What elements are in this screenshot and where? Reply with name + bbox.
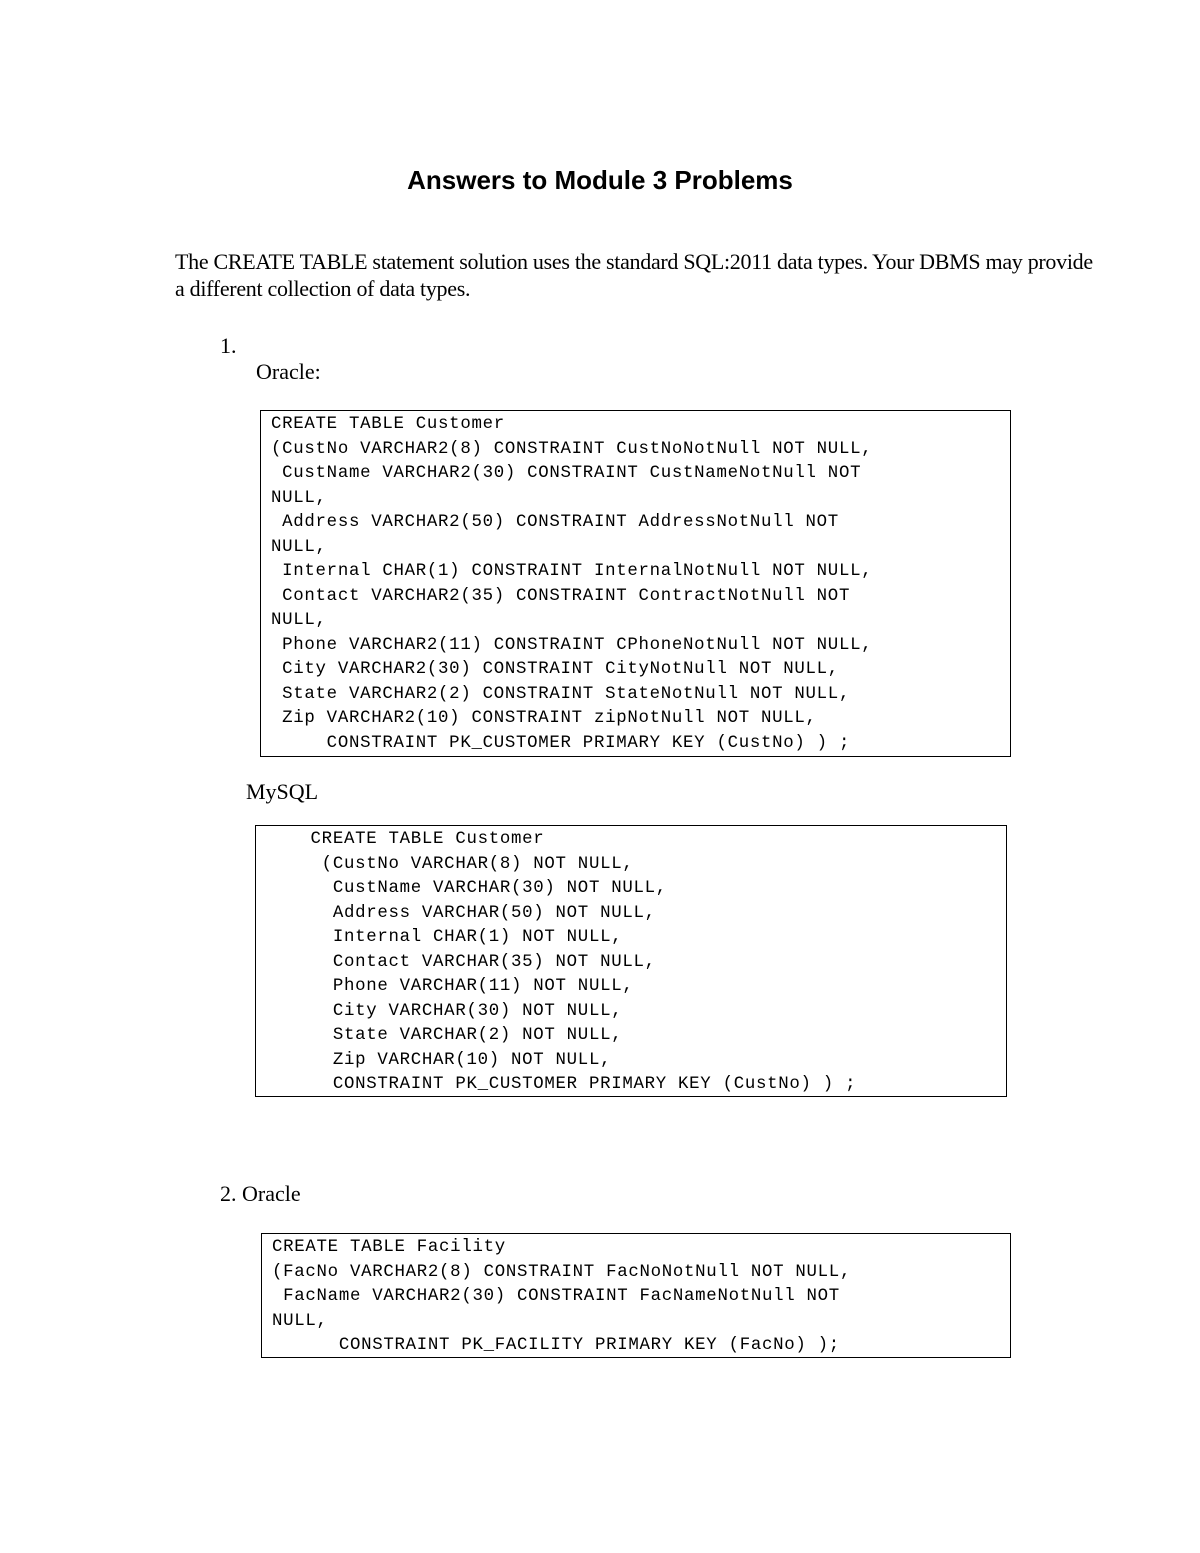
oracle-facility-code-box bbox=[261, 1233, 1011, 1358]
oracle-customer-code-box bbox=[260, 410, 1011, 757]
mysql-customer-code: CREATE TABLE Customer (CustNo VARCHAR(8) NOT NULL, CustName VARCHAR(30) NOT NULL, Address VARCHAR(50) NOT NULL, Internal CHAR(1) NOT NULL, Contact VARCHAR(35) NOT NULL, Phone VARCHAR(11) NOT NULL, City VARCHAR(30) NOT NULL, State VARCHAR(2) NOT NULL, Zip VARCHAR(10) NOT NULL, CONSTRAINT PK_CUSTOMER PRIMARY KEY (CustNo) ) ; bbox=[310, 830, 857, 1094]
problem-1-number: 1. bbox=[220, 333, 237, 358]
oracle-customer-code: CREATE TABLE Customer (CustNo VARCHAR2(8) CONSTRAINT CustNoNotNull NOT NULL, CustName VARCHAR2(30) CONSTRAINT CustNameNotNull NOT NULL, Address VARCHAR2(50) CONSTRAINT AddressNotNull NOT NULL, Internal CHAR(1) CONSTRAINT InternalNotNull NOT NULL, Contact VARCHAR2(35) CONSTRAINT ContractNotNull NOT NULL, Phone VARCHAR2(11) CONSTRAINT CPhoneNotNull NOT NULL, City VARCHAR2(30) CONSTRAINT CityNotNull NOT NULL, State VARCHAR2(2) CONSTRAINT StateNotNull NOT NULL, Zip VARCHAR2(10) CONSTRAINT zipNotNull NOT NULL, CONSTRAINT PK_CUSTOMER PRIMARY KEY (CustNo) ) ; bbox=[271, 415, 873, 753]
mysql-label: MySQL bbox=[246, 779, 319, 804]
mysql-customer-code-box bbox=[255, 825, 1007, 1097]
page-title: Answers to Module 3 Problems bbox=[407, 165, 793, 195]
oracle-facility-code: CREATE TABLE Facility (FacNo VARCHAR2(8) CONSTRAINT FacNoNotNull NOT NULL, FacName VARCHAR2(30) CONSTRAINT FacNameNotNull NOT NULL, CONSTRAINT PK_FACILITY PRIMARY KEY (FacNo) ); bbox=[272, 1238, 852, 1355]
oracle-label: Oracle: bbox=[256, 359, 321, 384]
intro-paragraph: The CREATE TABLE statement solution uses the standard SQL:2011 data types. Your DBMS may provide a different collection of data types. bbox=[175, 249, 1093, 301]
problem-2-label: 2. Oracle bbox=[220, 1181, 301, 1206]
